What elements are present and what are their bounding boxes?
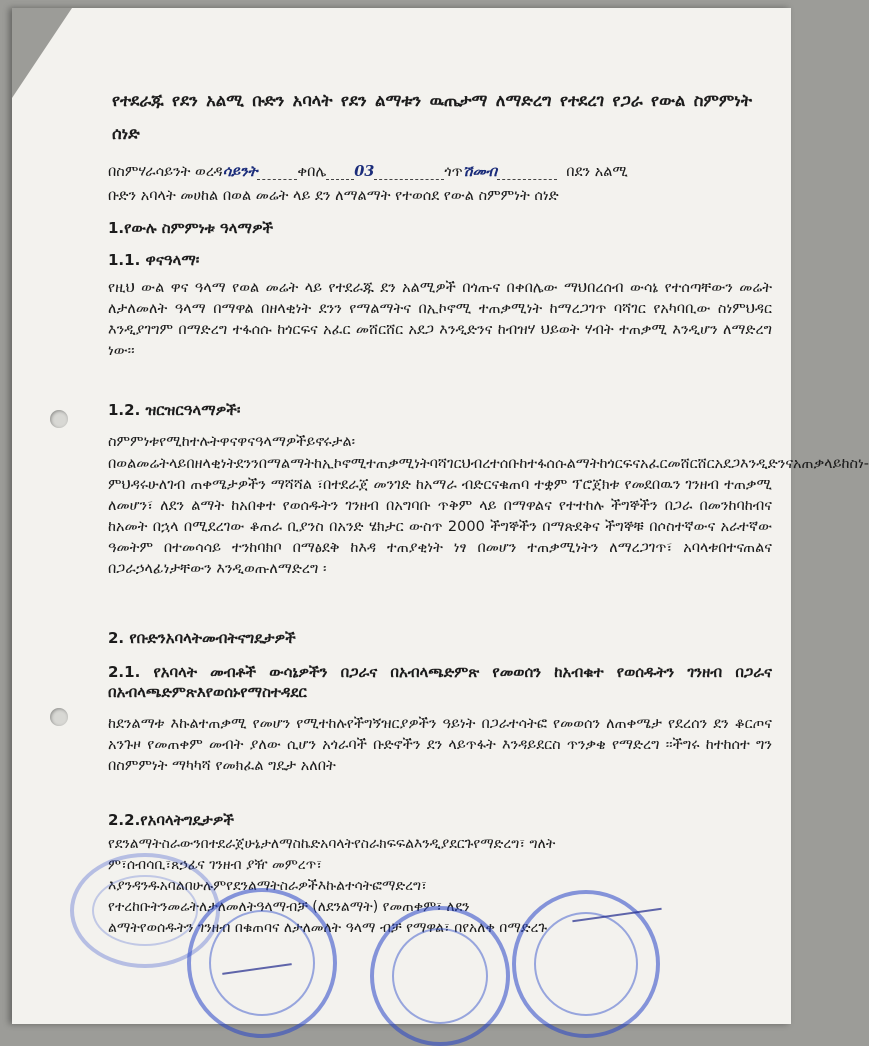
preamble-text: ቡድን አባላት መሀከል በወል መሬት ላይ ደን ለማልማት የተወሰደ የውል ስምምነት ሰነድ (108, 188, 559, 204)
section-1-1-heading: 1.1. ዋናዓላማ፡ (108, 251, 200, 269)
document-title: የተደራጁ የደን አልሚ ቡድን አባላት የደን ልማቱን ዉጤታማ ለማድረግ የተደረገ የጋራ የውል ስምምነት ሰነድ (112, 91, 752, 143)
got-label: ጎጥ (444, 164, 463, 180)
duty-line: እያንዳንዱአባልበሁሉምየደንልማትስራዎችእኩልተሳትፎማድረግ፣ (108, 878, 427, 894)
section-2-heading: 2. የቡድንአባላትመብትናግዴታዎች (108, 629, 296, 647)
kebele-label: ቀበሌ (297, 164, 327, 180)
duty-line: የተረከቡትንመሬትለታለመለትዓላማብቻ (ለደንልማት) የመጠቀም፣ ለደን (108, 899, 470, 915)
fill-line (497, 165, 557, 180)
section-2-2-heading: 2.2.የአባላትግዴታዎች (108, 811, 234, 829)
location-suffix: በደን አልሚ (566, 164, 628, 180)
paragraph-detailed-objectives: በወልመሬትላይበዘላቂነትደንንበማልማትከኢኮኖሚተጠቃሚነትባሻገርህብረተሰቡከተፋሰሱልማትከጎርፍናአፈርመሸርሸርአደጋእንዲድንናአጠቃላይከስነ-ምህዳሩሁለገብ ጠቀሜታዎችን ማሻሻል ፣በተደራጀ መንገድ ከአማራ ብድርናቁጠባ ተቋም ፕሮጀክቱ የመደበዉን ገንዘብ ተጠቃሚ ለመሆን፣ ለደን ልማት ከአበቀተ የወሰዱትን ገንዘብ በአግባቡ ጥቅም ላይ በማዋልና የተተከሉ ችግኞችን በጋራ በመንከባከብና ከአመት በኋላ በሚደረገው ቆጠራ ቢያንስ በአንድ ሄክታር ውስጥ 2000 ችግኞችን በማጽደቅና ችግኞቹ በሶስተኛውና አራተኛው ዓመትም በተመሳሳይ ተንከባክቦ በማፅደቅ ከእዳ ተጠያቂነት ነፃ በመሆን ተጠቃሚነትን ለማረጋገጥ፣ አባላቱበተናጠልና በጋራኃላፊነታቸውን እንዲወጡለማድረግ ፡ (108, 456, 869, 577)
fill-line (326, 165, 354, 180)
section-1-2-heading: 1.2. ዝርዝርዓላማዎች፡ (108, 401, 241, 419)
punch-hole (50, 410, 68, 428)
paragraph-main-objective: የዚህ ውል ዋና ዓላማ የወል መሬት ላይ የተደራጁ ደን አልሚዎች በጎጡና በቀበሌው ማህበረሰብ ውሳኔ የተሰጣቸውን መሬት ለታለመለት ዓላማ በማዋል በዘላቂነት ደንን የማልማትና በኢኮኖሚ ተጠቃሚነት ከማረጋገጥ ባሻገር የአካባቢው ስነምህዳር እንዲያገግም በማድረግ ተፋሰሱ ከጎርፍና አፈር መሸርሸር አደጋ እንዲድንና ከብዝሃ ህይወት ሃብት ተጠቃሚ እንዲሆን ለማድረግ ነው፡፡ (108, 280, 772, 359)
section-2-1-heading: 2.1. የአባላት መብቶች ውሳኔዎችን በጋራና በአብላጫድምጽ የመወሰን ከአብቁተ የወሰዱትን ገንዘብ በጋራና በአብላጫድምጽእየወሰኑየማስተዳደር (108, 663, 772, 701)
official-stamp (370, 906, 510, 1046)
document-page (12, 8, 869, 1024)
paragraph-objectives-intro: ስምምነቱየሚከተሉትዋናዋናዓላማዎችይኖሩታል፡ (108, 434, 356, 450)
duty-line: ልማትየወሰዱትን ገንዘብ በቁጠባና ለታለመለት ዓላማ ብቻ የማዋል፣ በየአለቀ በማድረጉ (108, 920, 548, 936)
section-1-heading: 1.የውሉ ስምምነቱ ዓላማዎች (108, 219, 274, 237)
woreda-handwritten: ሳይንት (222, 163, 258, 180)
fill-line (374, 165, 444, 180)
folded-corner (12, 8, 72, 98)
fill-line (257, 165, 297, 180)
location-prefix: በስምሃራሳይንት ወረዳ (108, 164, 223, 180)
duty-line: የደንልማትስራውንበተደራጀሁኔታለማስኬድአባላትየስራክፍፍልእንዲያደርጉየማድረግ፣ ግለት (108, 836, 556, 852)
duty-line: ም፣ሰብሳቢ፣ጸኃፊና ገንዘብ ያዥ መምረጥ፣ (108, 857, 322, 873)
punch-hole (50, 708, 68, 726)
official-stamp (187, 888, 337, 1038)
location-line (108, 162, 768, 182)
got-handwritten: ሽመብ (462, 163, 498, 180)
kebele-handwritten: 03 (354, 163, 375, 180)
paragraph-member-rights: ከደንልማቱ እኩልተጠቃሚ የመሆን የሚተከሉየችግኝዝርያዎችን ዓይነት በጋራተሳትፎ የመወሰን ለጠቀሜታ የደረሰን ደን ቆርጦና አንጉዞ የመጠቀም መብት ያለው ሲሆን አጎራባች ቡድኖችን ደን ላይጥፋት እንዳይደርስ ጥንቃቄ የማድረግ ፡፡ችግሩ ከተከሰተ ግን በስምምነት ማካካሻ የመክፈል ግዴታ አለበት (108, 716, 772, 774)
